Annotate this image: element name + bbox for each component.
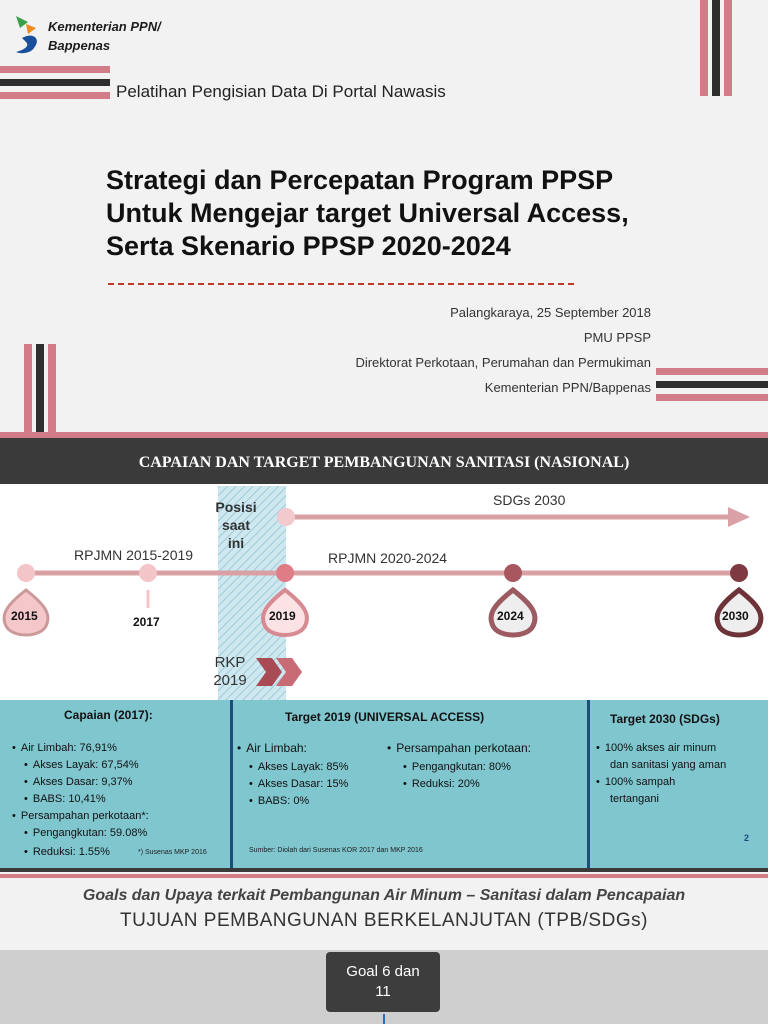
title-underline: [108, 283, 574, 285]
target-2030-air-sanitasi-2: dan sanitasi yang aman: [610, 759, 727, 771]
org-name: [48, 17, 161, 55]
capaian-reduksi: • Reduksi: 1.55%: [24, 844, 110, 861]
bottom-right-horizontal-stripes: [656, 368, 768, 407]
target-2019-air-limbah: • Air Limbah:: [237, 740, 307, 757]
goal-box-line2: 11: [375, 983, 391, 1000]
node-2030: [730, 564, 748, 582]
meta-location-date: Palangkaraya, 25 September 2018: [450, 305, 651, 320]
capaian-box: [0, 700, 230, 866]
node-2015: [17, 564, 35, 582]
goals-slide: [0, 878, 768, 1024]
capaian-air-limbah: • Air Limbah: 76,91%: [12, 740, 117, 757]
capaian-heading: Capaian (2017):: [64, 708, 153, 722]
target-2019-babs: • BABS: 0%: [249, 793, 309, 810]
capaian-footnote: *) Susenas MKP 2016: [138, 849, 207, 856]
target-2030-box: [590, 700, 768, 866]
target-boxes: [0, 700, 768, 868]
goal-connector-line: [383, 1014, 385, 1024]
capaian-persampahan: • Persampahan perkotaan*:: [12, 808, 149, 825]
training-subtitle: Pelatihan Pengisian Data Di Portal Nawasis: [116, 82, 446, 101]
timeline-graphic: [0, 484, 768, 700]
title-line3: Serta Skenario PPSP 2020-2024: [106, 231, 511, 261]
org-line2: Bappenas: [48, 38, 111, 53]
capaian-babs: • BABS: 10,41%: [24, 791, 106, 808]
title-slide: [0, 0, 768, 436]
target-2030-sampah-1: • 100% sampah: [596, 774, 675, 791]
title-line2: Untuk Mengejar target Universal Access,: [106, 198, 629, 228]
goals-heading-line1: Goals dan Upaya terkait Pembangunan Air Minum – Sanitasi dalam Pencapaian: [82, 887, 686, 904]
sdgs-start-node: [277, 508, 295, 526]
node-2019: [276, 564, 294, 582]
goal-6-11-box: [326, 952, 440, 1012]
target-2019-akses-dasar: • Akses Dasar: 15%: [249, 776, 348, 793]
target-2019-box: [233, 700, 587, 866]
capaian-akses-dasar: • Akses Dasar: 9,37%: [24, 774, 133, 791]
target-2019-pengangkutan: • Pengangkutan: 80%: [403, 759, 511, 776]
presentation-meta: [355, 300, 651, 400]
target-2019-reduksi: • Reduksi: 20%: [403, 776, 480, 793]
target-2030-sampah-2: tertangani: [610, 793, 659, 805]
rkp-line1: RKP: [214, 654, 246, 671]
goal-box-line1: Goal 6 dan: [346, 963, 420, 980]
sanitation-slide: [0, 438, 768, 878]
current-position-label: [212, 498, 260, 552]
target-2019-persampahan: • Persampahan perkotaan:: [387, 740, 531, 757]
year-2019: 2019: [269, 609, 296, 623]
year-2015: 2015: [11, 609, 38, 623]
sanitation-banner: CAPAIAN DAN TARGET PEMBANGUNAN SANITASI (NASIONAL): [0, 438, 768, 484]
year-2017: 2017: [133, 615, 160, 629]
org-line1: Kementerian PPN/: [48, 19, 161, 34]
posisi-line2: saat ini: [221, 517, 251, 551]
target-2019-heading: Target 2019 (UNIVERSAL ACCESS): [285, 710, 485, 724]
target-2019-source: Sumber: Diolah dari Susenas KOR 2017 dan MKP 2016: [249, 847, 423, 854]
rpjmn-2015-2019-label: RPJMN 2015-2019: [74, 547, 194, 563]
node-2024: [504, 564, 522, 582]
meta-directorate: Direktorat Perkotaan, Perumahan dan Permukiman: [355, 355, 651, 370]
meta-unit: PMU PPSP: [583, 330, 651, 345]
rpjmn-2020-2024-label: RPJMN 2020-2024: [328, 550, 448, 566]
capaian-pengangkutan: • Pengangkutan: 59.08%: [24, 825, 147, 842]
top-right-vertical-stripes: [700, 0, 736, 96]
sdgs-arrow-head-icon: [728, 507, 750, 527]
main-title: [106, 164, 726, 263]
capaian-akses-layak: • Akses Layak: 67,54%: [24, 757, 139, 774]
rkp-line2: 2019: [213, 672, 247, 689]
year-2030: 2030: [722, 609, 749, 623]
slide-page-number: 2: [744, 833, 750, 843]
sdgs-label: SDGs 2030: [493, 492, 566, 508]
rkp-label: [206, 654, 254, 690]
target-2019-akses-layak: • Akses Layak: 85%: [249, 759, 348, 776]
bappenas-logo-icon: [12, 12, 42, 56]
meta-ministry: Kementerian PPN/Bappenas: [484, 380, 651, 395]
posisi-line1: Posisi: [215, 499, 257, 515]
node-2017: [139, 564, 157, 582]
goals-heading-line2: TUJUAN PEMBANGUNAN BERKELANJUTAN (TPB/SDGs): [120, 910, 648, 931]
target-2030-air-sanitasi-1: • 100% akses air minum: [596, 740, 716, 757]
left-horizontal-stripes: [0, 66, 110, 105]
bottom-left-vertical-stripes: [24, 344, 60, 432]
target-2030-heading: Target 2030 (SDGs): [610, 712, 720, 726]
slide-separator: [0, 868, 768, 878]
year-2024: 2024: [497, 609, 524, 623]
title-line1: Strategi dan Percepatan Program PPSP: [106, 165, 614, 195]
